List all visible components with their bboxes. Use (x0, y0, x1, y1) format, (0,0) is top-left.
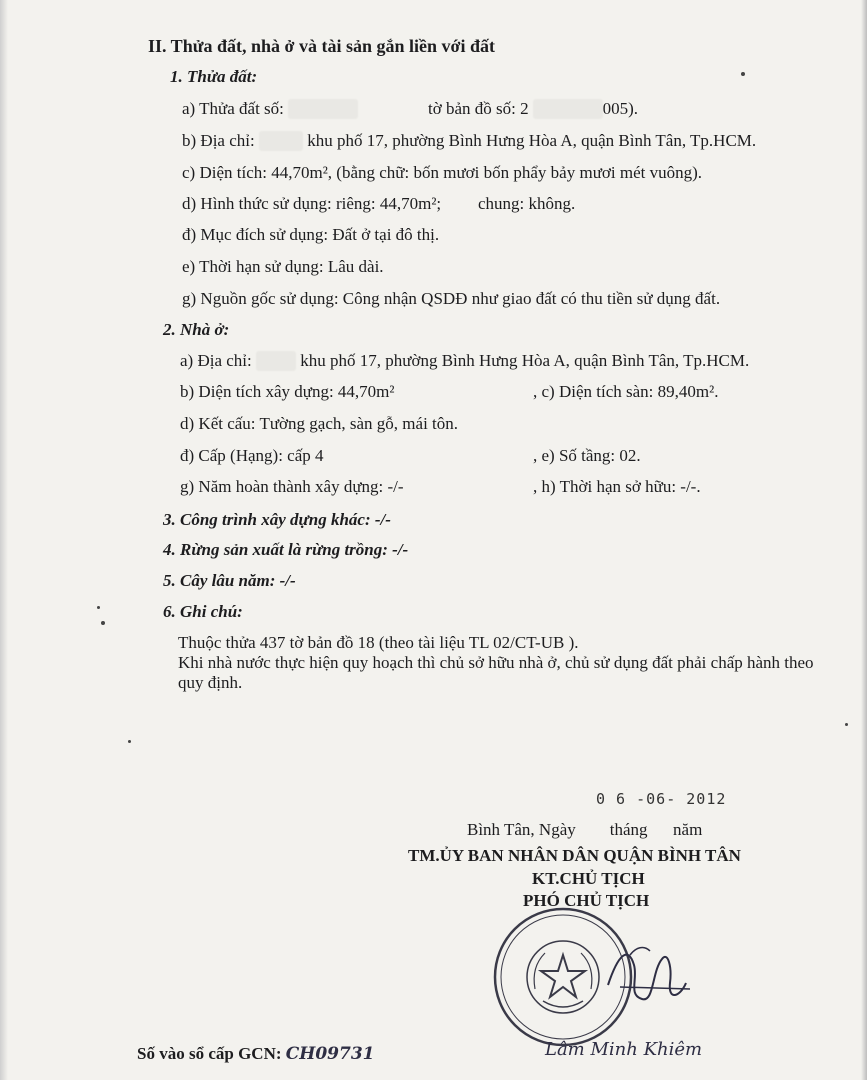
handwritten-signature-icon (590, 925, 700, 1035)
vice-chairman-title: PHÓ CHỦ TỊCH (523, 891, 650, 910)
house-floors: , e) Số tầng: 02. (533, 446, 641, 465)
house-heading: 2. Nhà ở: (163, 320, 230, 339)
redacted-house-number (256, 351, 296, 371)
house-address-value: khu phố 17, phường Bình Hưng Hòa A, quận Bình Tân, Tp.HCM. (300, 351, 750, 370)
house-address-label: a) Địa chỉ: (180, 351, 252, 370)
register-label: Số vào sổ cấp GCN: (137, 1044, 282, 1063)
land-use-origin: g) Nguồn gốc sử dụng: Công nhận QSDĐ như giao đất có thu tiền sử dụng đất. (182, 289, 721, 308)
house-ownership-term: , h) Thời hạn sở hữu: -/-. (533, 477, 701, 496)
speck (101, 621, 105, 625)
page-edge-left (0, 0, 8, 1080)
other-structures: 3. Công trình xây dựng khác: -/- (163, 510, 391, 529)
section-title: II. Thửa đất, nhà ở và tài sản gắn liền với đất (148, 36, 495, 56)
perennial-trees: 5. Cây lâu năm: -/- (163, 571, 296, 590)
land-address (182, 131, 756, 151)
speck (128, 740, 131, 743)
land-map-label: tờ bản đồ số: 2 (428, 99, 529, 118)
land-use-purpose: đ) Mục đích sử dụng: Đất ở tại đô thị. (182, 225, 440, 244)
land-parcel-number (182, 99, 358, 119)
date-stamp: 0 6 -06- 2012 (596, 790, 727, 808)
notes-heading: 6. Ghi chú: (163, 602, 243, 621)
notes-line-3: quy định. (178, 673, 243, 692)
planted-forest: 4. Rừng sản xuất là rừng trồng: -/- (163, 540, 409, 559)
land-map-sheet (428, 99, 638, 119)
house-completion-year: g) Năm hoàn thành xây dựng: -/- (180, 477, 404, 496)
house-floor-area: , c) Diện tích sàn: 89,40m². (533, 382, 719, 401)
register-value: CH09731 (285, 1044, 375, 1064)
redacted-land-house-number (259, 131, 303, 151)
land-area: c) Diện tích: 44,70m², (bằng chữ: bốn mươi bốn phẩy bảy mươi mét vuông). (182, 163, 703, 182)
speck (97, 606, 100, 609)
speck (845, 723, 848, 726)
house-grade: đ) Cấp (Hạng): cấp 4 (180, 446, 324, 465)
house-building-area: b) Diện tích xây dựng: 44,70m² (180, 382, 395, 401)
notes-line-2: Khi nhà nước thực hiện quy hoạch thì chủ sở hữu nhà ở, chủ sử dụng đất phải chấp hành theo (178, 653, 814, 672)
land-use-common: chung: không. (478, 194, 576, 213)
land-address-label: b) Địa chỉ: (182, 131, 255, 150)
on-behalf-chairman: KT.CHỦ TỊCH (532, 869, 645, 888)
speck (741, 72, 745, 76)
place-and-date: Bình Tân, Ngày tháng năm (467, 820, 703, 839)
notes-line-1: Thuộc thửa 437 tờ bản đồ 18 (theo tài liệu TL 02/CT-UB ). (178, 633, 579, 652)
committee-title: TM.ỦY BAN NHÂN DÂN QUẬN BÌNH TÂN (408, 846, 741, 865)
land-use-form: d) Hình thức sử dụng: riêng: 44,70m²; (182, 194, 442, 213)
page-edge-right (861, 0, 867, 1080)
house-address (180, 351, 749, 371)
land-map-end: 005). (602, 99, 639, 118)
redacted-parcel-number (288, 99, 358, 119)
land-parcel-label: a) Thửa đất số: (182, 99, 284, 118)
land-use-term: e) Thời hạn sử dụng: Lâu dài. (182, 257, 384, 276)
register-number (137, 1044, 375, 1064)
signer-name: Lâm Minh Khiêm (545, 1039, 703, 1060)
land-address-value: khu phố 17, phường Bình Hưng Hòa A, quận Bình Tân, Tp.HCM. (307, 131, 757, 150)
house-structure: d) Kết cấu: Tường gạch, sàn gỗ, mái tôn. (180, 414, 459, 433)
redacted-map-number (533, 99, 603, 119)
land-heading: 1. Thửa đất: (170, 67, 258, 86)
